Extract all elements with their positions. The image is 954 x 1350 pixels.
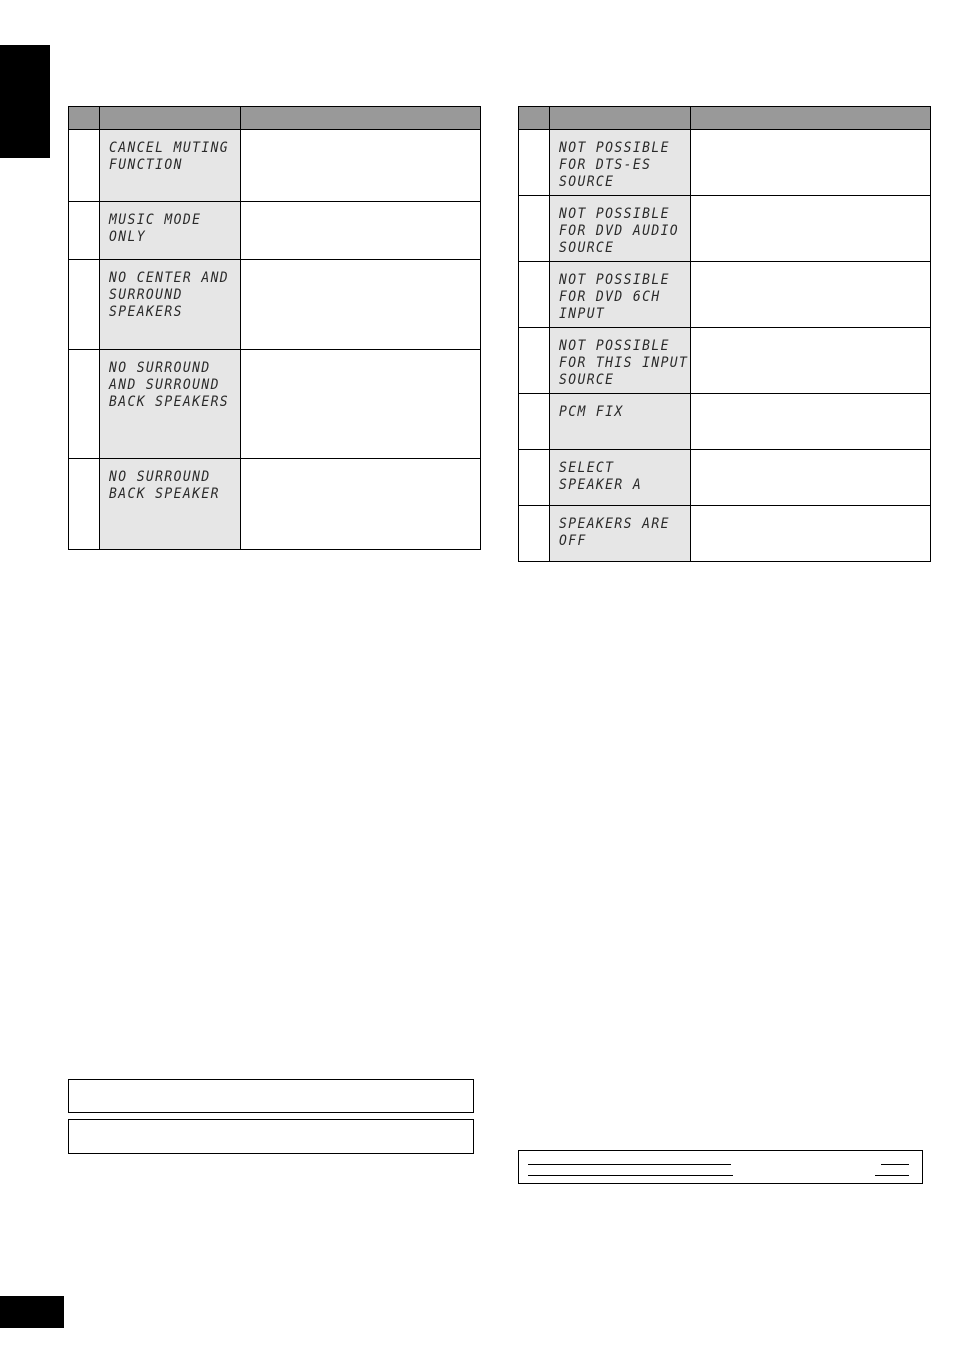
description-cell [691, 394, 931, 450]
display-line: NOT POSSIBLE [559, 338, 670, 354]
display-line: NOT POSSIBLE [559, 140, 670, 156]
table-row [69, 130, 481, 202]
display-line: SURROUND [109, 287, 183, 303]
display-message-cell [550, 506, 691, 562]
display-line: SPEAKER A [559, 477, 643, 493]
language-tab [0, 45, 50, 158]
display-line: NOT POSSIBLE [559, 206, 670, 222]
display-message-cell [100, 350, 241, 459]
description-cell [691, 506, 931, 562]
table-row [69, 459, 481, 550]
description-cell [691, 262, 931, 328]
description-cell [691, 196, 931, 262]
table-row [519, 196, 931, 262]
table-row [69, 260, 481, 350]
row-number-cell [69, 459, 100, 550]
display-line: ONLY [109, 229, 146, 245]
table-row [519, 450, 931, 506]
display-line: OFF [559, 533, 587, 549]
row-number-cell [519, 196, 550, 262]
note-box [68, 1119, 474, 1154]
display-message-cell [550, 130, 691, 196]
description-cell [241, 202, 481, 260]
rule-line [875, 1175, 909, 1176]
table-header [519, 107, 931, 130]
description-cell [241, 260, 481, 350]
row-number-cell [519, 262, 550, 328]
display-line: NO SURROUND [109, 360, 211, 376]
display-line: SPEAKERS [109, 304, 183, 320]
display-line: BACK SPEAKER [109, 486, 220, 502]
row-number-cell [519, 130, 550, 196]
table-row [69, 350, 481, 459]
description-cell [241, 130, 481, 202]
display-line: SOURCE [559, 240, 615, 256]
table-row [519, 328, 931, 394]
row-number-cell [69, 202, 100, 260]
display-line: SELECT [559, 460, 615, 476]
note-box [68, 1079, 474, 1113]
row-number-cell [69, 130, 100, 202]
display-line: SOURCE [559, 174, 615, 190]
display-message-cell [100, 130, 241, 202]
row-number-cell [519, 450, 550, 506]
header-cell [691, 107, 931, 130]
display-line: NO CENTER AND [109, 270, 230, 286]
display-message-cell [550, 262, 691, 328]
display-line: NO SURROUND [109, 469, 211, 485]
description-cell [241, 459, 481, 550]
row-number-cell [519, 328, 550, 394]
display-line: FUNCTION [109, 157, 183, 173]
header-cell [69, 107, 100, 130]
header-cell [241, 107, 481, 130]
display-line: FOR DVD 6CH [559, 289, 661, 305]
table-row [519, 262, 931, 328]
message-table-right [518, 106, 931, 562]
description-cell [691, 328, 931, 394]
table-body [69, 130, 481, 550]
row-number-cell [69, 350, 100, 459]
display-line: MUSIC MODE [109, 212, 202, 228]
description-cell [241, 350, 481, 459]
rule-line [881, 1164, 909, 1165]
display-line: FOR THIS INPUT [559, 355, 689, 371]
table-row [519, 130, 931, 196]
header-cell [550, 107, 691, 130]
display-message-cell [100, 459, 241, 550]
display-message-cell [550, 450, 691, 506]
row-number-cell [519, 506, 550, 562]
rule-line [528, 1164, 731, 1165]
header-cell [100, 107, 241, 130]
table-row [519, 506, 931, 562]
display-line: INPUT [559, 306, 606, 322]
display-line: PCM FIX [559, 404, 624, 420]
row-number-cell [519, 394, 550, 450]
display-line: BACK SPEAKERS [109, 394, 230, 410]
rule-line [528, 1175, 733, 1176]
page-number-tab [0, 1296, 64, 1328]
display-message-cell [100, 202, 241, 260]
display-message-cell [550, 328, 691, 394]
table-row [519, 394, 931, 450]
display-message-cell [550, 394, 691, 450]
table-body [519, 130, 931, 562]
footer-box [518, 1150, 923, 1184]
table-header [69, 107, 481, 130]
display-line: AND SURROUND [109, 377, 220, 393]
header-cell [519, 107, 550, 130]
display-message-cell [100, 260, 241, 350]
row-number-cell [69, 260, 100, 350]
display-line: NOT POSSIBLE [559, 272, 670, 288]
display-line: SOURCE [559, 372, 615, 388]
display-line: SPEAKERS ARE [559, 516, 670, 532]
display-message-cell [550, 196, 691, 262]
table-row [69, 202, 481, 260]
display-line: FOR DTS-ES [559, 157, 652, 173]
message-table-left [68, 106, 481, 550]
description-cell [691, 130, 931, 196]
description-cell [691, 450, 931, 506]
display-line: FOR DVD AUDIO [559, 223, 680, 239]
display-line: CANCEL MUTING [109, 140, 230, 156]
